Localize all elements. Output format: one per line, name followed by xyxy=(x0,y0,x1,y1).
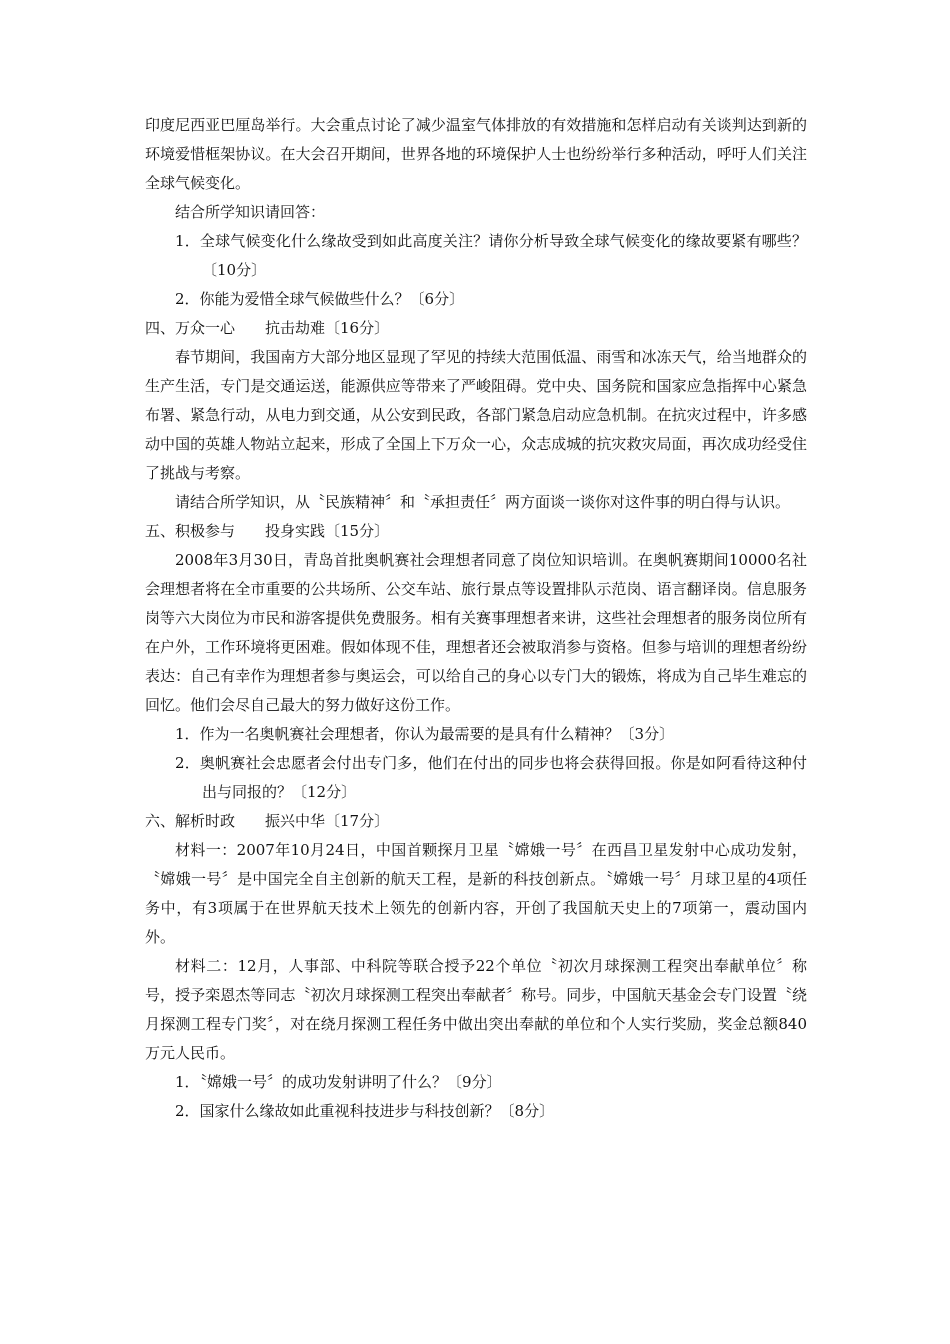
section5-question-1: 1．作为一名奥帆赛社会理想者，你认为最需要的是具有什么精神？〔3分〕 xyxy=(175,725,675,743)
section4-prompt: 请结合所学知识，从〝民族精神〞和〝承担责任〞两方面谈一谈你对这件事的明白得与认识。 xyxy=(175,493,791,511)
section6-material-2: 材料二：12月，人事部、中科院等联合授予22个单位〝初次月球探测工程突出奉献单位〞称号，授予栾恩杰等同志〝初次月球探测工程突出奉献者〞称号。同步，中国航天基金会专门设置〝绕月探测工程专门奖〞，对在绕月探测工程任务中做出突出奉献的单位和个人实行奖励，奖金总额840万元人民币。 xyxy=(145,957,807,1062)
section4-paragraph: 春节期间，我国南方大部分地区显现了罕见的持续大范围低温、雨雪和冰冻天气，给当地群众的生产生活，专门是交通运送，能源供应等带来了严峻阻碍。党中央、国务院和国家应急指挥中心紧急布署、紧急行动，从电力到交通，从公安到民政，各部门紧急启动应急机制。在抗灾过程中，许多感动中国的英雄人物站立起来，形成了全国上下万众一心，众志成城的抗灾救灾局面，再次成功经受住了挑战与考察。 xyxy=(145,348,807,482)
section6-question-1: 1．〝嫦娥一号〞的成功发射讲明了什么？〔9分〕 xyxy=(175,1073,502,1091)
section5-heading-b: 投身实践〔15分〕 xyxy=(265,522,390,540)
document-page xyxy=(145,111,807,1126)
section3-prompt: 结合所学知识请回答： xyxy=(175,203,326,221)
section4-heading-b: 抗击劫难〔16分〕 xyxy=(265,319,390,337)
section5-heading-a: 五、积极参与 xyxy=(145,522,236,540)
section3-paragraph-end: 印度尼西亚巴厘岛举行。大会重点讨论了减少温室气体排放的有效措施和怎样启动有关谈判达到新的环境爱惜框架协议。在大会召开期间，世界各地的环境保护人士也纷纷举行多种活动，呼吁人们关注全球气候变化。 xyxy=(145,116,807,192)
section5-paragraph: 2008年3月30日，青岛首批奥帆赛社会理想者同意了岗位知识培训。在奥帆赛期间10000名社会理想者将在全市重要的公共场所、公交车站、旅行景点等设置排队示范岗、语言翻译岗。信息服务岗等六大岗位为市民和游客提供免费服务。相有关赛事理想者来讲，这些社会理想者的服务岗位所有在户外，工作环境将更困难。假如体现不佳，理想者还会被取消参与资格。但参与培训的理想者纷纷表达：自己有幸作为理想者参与奥运会，可以给自己的身心以专门大的锻炼，将成为自己毕生难忘的回忆。他们会尽自己最大的努力做好这份工作。 xyxy=(145,551,807,714)
section3-question-1: 1．全球气候变化什么缘故受到如此高度关注？请你分析导致全球气候变化的缘故要紧有哪些？〔10分〕 xyxy=(175,232,807,279)
section5-heading xyxy=(145,517,807,546)
section6-heading-b: 振兴中华〔17分〕 xyxy=(265,812,390,830)
section4-heading-a: 四、万众一心 xyxy=(145,319,236,337)
section4-heading xyxy=(145,314,807,343)
section6-material-1: 材料一：2007年10月24日，中国首颗探月卫星〝嫦娥一号〞在西昌卫星发射中心成功发射，〝嫦娥一号〞是中国完全自主创新的航天工程，是新的科技创新点。〝嫦娥一号〞月球卫星的4项任务中，有3项属于在世界航天技术上领先的创新内容，开创了我国航天史上的7项第一，震动国内外。 xyxy=(145,841,807,946)
section3-question-2: 2．你能为爱惜全球气候做些什么？〔6分〕 xyxy=(175,290,465,308)
section6-heading xyxy=(145,807,807,836)
section6-heading-a: 六、解析时政 xyxy=(145,812,236,830)
section5-question-2: 2．奥帆赛社会忠愿者会付出专门多，他们在付出的同步也将会获得回报。你是如阿看待这种付出与同报的？〔12分〕 xyxy=(175,754,807,801)
section6-question-2: 2．国家什么缘故如此重视科技进步与科技创新？〔8分〕 xyxy=(175,1102,555,1120)
